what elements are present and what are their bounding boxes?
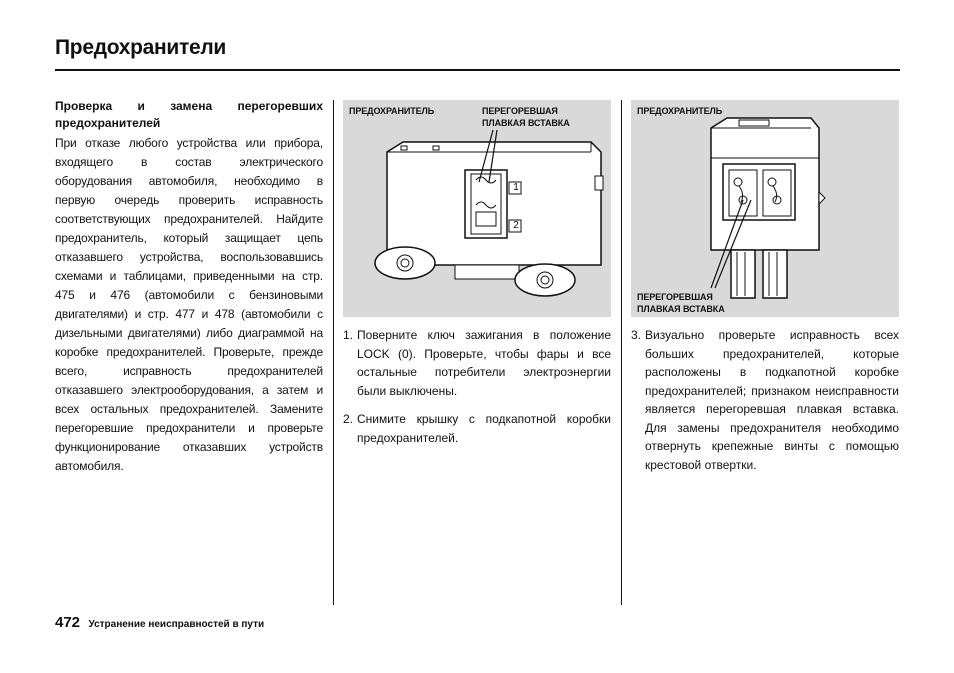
column-divider-1: [333, 100, 334, 605]
figure-fuse-box-open: [631, 100, 899, 317]
step-1-text: Поверните ключ зажигания в положение LOCK (0). Проверьте, чтобы фары и все остальные потребители электроэнергии были выключены.: [357, 328, 611, 398]
figure2-label-fuse: ПРЕДОХРАНИТЕЛЬ: [637, 106, 723, 116]
figure1-label-blown-line1: ПЕРЕГОРЕВШАЯ: [482, 106, 558, 116]
step-3-text: Визуально проверьте исправность всех больших предохранителей, которые расположены в подкапотной коробке предохранителей; признаком неисправности является перегоревшая плавкая вставка. Для замены предохранителя необходимо отвернуть крепежные винты с помощью крестовой отвертки.: [645, 328, 899, 472]
step-2: [343, 410, 611, 447]
figure2-label-blown-line2: ПЛАВКАЯ ВСТАВКА: [637, 304, 725, 314]
step-1: [343, 326, 611, 400]
figure2-label-blown-line1: ПЕРЕГОРЕВШАЯ: [637, 292, 713, 302]
figure-fuse-box-closed: [343, 100, 611, 317]
title-rule: [55, 69, 900, 71]
figure1-marker-2: 2: [513, 220, 519, 231]
column-divider-2: [621, 100, 622, 605]
footer-section-title: Устранение неисправностей в пути: [88, 619, 265, 630]
figure1-marker-1: 1: [513, 182, 519, 193]
step-2-number: 2.: [343, 412, 354, 426]
step-3-number: 3.: [631, 328, 642, 342]
open-fuse-box-illustration: [631, 100, 899, 317]
section-paragraph: При отказе любого устройства или прибора, входящего в состав электрического оборудования автомобиля, необходимо в первую очередь проверить исправность соответствующих предохранителей. Найдите предохранитель, который защищает цепь отказавшего устройства, воспользовавшись схемами и таблицами, приведенными на стр. 475 и 476 (автомобили с бензиновыми двигателями) и стр. 477 и 478 (автомобили с дизельными двигателями) либо диаграммой на коробке предохранителей. Проверьте, прежде всего, исправность предохранителей отказавшего электрооборудования, а затем и всех остальных предохранителей. Замените перегоревшие предохранители и проверьте функционирование отказавших устройств автомобиля.: [55, 136, 323, 473]
page-footer: [55, 614, 264, 632]
left-column: [55, 98, 323, 476]
fuse-box-illustration: [343, 100, 611, 317]
figure1-label-blown-line2: ПЛАВКАЯ ВСТАВКА: [482, 118, 570, 128]
page-number: 472: [55, 614, 81, 631]
step-1-number: 1.: [343, 328, 354, 342]
figure1-label-fuse: ПРЕДОХРАНИТЕЛЬ: [349, 106, 435, 116]
section-heading: Проверка и замена перегоревших предохранителей: [55, 99, 323, 130]
page-title: Предохранители: [55, 36, 227, 59]
step-3: [631, 326, 899, 474]
step-2-text: Снимите крышку с подкапотной коробки предохранителей.: [357, 412, 611, 445]
